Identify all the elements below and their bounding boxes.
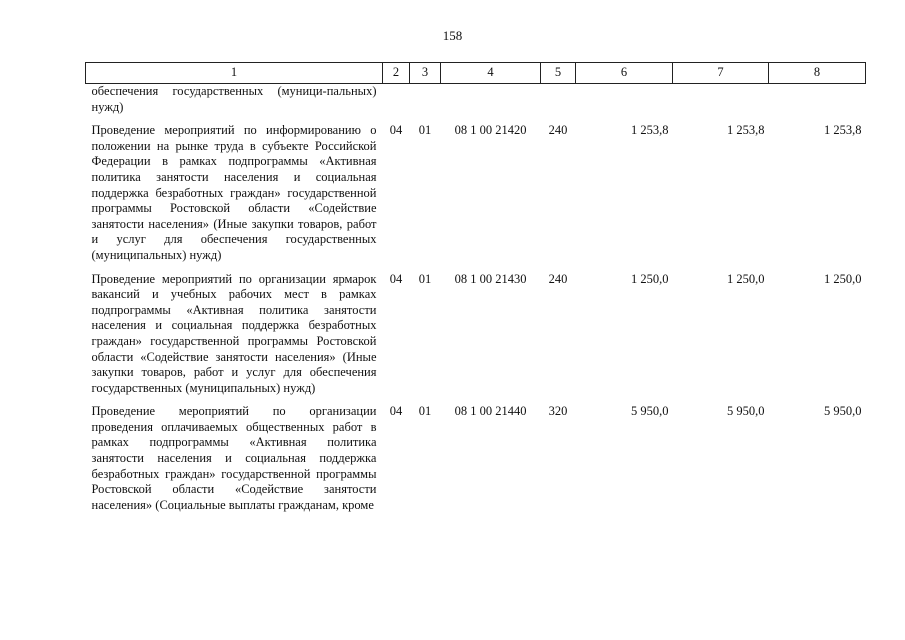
expense-type-code: 320 bbox=[548, 404, 568, 419]
column-header-4: 4 bbox=[441, 63, 541, 84]
expense-type-code: 240 bbox=[548, 123, 568, 138]
section-code: 04 bbox=[389, 271, 403, 286]
row-description: обеспечения государственных (муници-пальных) нужд) bbox=[91, 84, 377, 114]
amount-col8: 1 253,8 bbox=[824, 123, 862, 138]
amount-col8: 1 250,0 bbox=[824, 271, 862, 286]
subsection-code: 01 bbox=[418, 404, 432, 419]
budget-table bbox=[85, 62, 866, 521]
amount-col7: 5 950,0 bbox=[727, 404, 765, 419]
table-row bbox=[86, 404, 866, 521]
column-header-2: 2 bbox=[383, 63, 410, 84]
header-row bbox=[86, 63, 866, 84]
amount-col6: 5 950,0 bbox=[631, 404, 669, 419]
amount-col7: 1 253,8 bbox=[727, 123, 765, 138]
column-header-7: 7 bbox=[673, 63, 769, 84]
table-row bbox=[86, 123, 866, 271]
target-article-code: 08 1 00 21420 bbox=[454, 123, 527, 138]
target-article-code: 08 1 00 21440 bbox=[454, 404, 527, 419]
column-header-1: 1 bbox=[86, 63, 383, 84]
amount-col7: 1 250,0 bbox=[727, 271, 765, 286]
subsection-code: 01 bbox=[418, 271, 432, 286]
expense-type-code: 240 bbox=[548, 271, 568, 286]
row-description: Проведение мероприятий по организации проведения оплачиваемых общественных работ в рамках подпрограммы «Активная политика занятости населения и социальная поддержка безработных граждан» государственной программы Ростовской области «Содействие занятости населения» (Социальные выплаты гражданам, кроме bbox=[91, 404, 377, 512]
section-code: 04 bbox=[389, 404, 403, 419]
column-header-8: 8 bbox=[769, 63, 866, 84]
amount-col6: 1 250,0 bbox=[631, 271, 669, 286]
section-code: 04 bbox=[389, 123, 403, 138]
amount-col8: 5 950,0 bbox=[824, 404, 862, 419]
amount-col6: 1 253,8 bbox=[631, 123, 669, 138]
row-description: Проведение мероприятий по информированию о положении на рынке труда в субъекте Российской Федерации в рамках подпрограммы «Активная политика занятости населения и социальная поддержка безработных граждан» государственной программы Ростовской области «Содействие занятости населения» (Иные закупки товаров, работ и услуг для обеспечения государственных (муниципальных) нужд) bbox=[91, 123, 377, 262]
table-row bbox=[86, 272, 866, 405]
row-description: Проведение мероприятий по организации ярмарок вакансий и учебных рабочих мест в рамках подпрограммы «Активная политика занятости населения и социальная поддержка безработных граждан» государственной программы Ростовской области «Содействие занятости населения» (Иные закупки товаров, работ и услуг для обеспечения государственных (муниципальных) нужд) bbox=[91, 271, 377, 395]
column-header-3: 3 bbox=[410, 63, 441, 84]
subsection-code: 01 bbox=[418, 123, 432, 138]
continuation-row bbox=[86, 84, 866, 124]
page-number: 158 bbox=[442, 28, 463, 43]
column-header-5: 5 bbox=[541, 63, 576, 84]
target-article-code: 08 1 00 21430 bbox=[454, 271, 527, 286]
column-header-6: 6 bbox=[576, 63, 673, 84]
